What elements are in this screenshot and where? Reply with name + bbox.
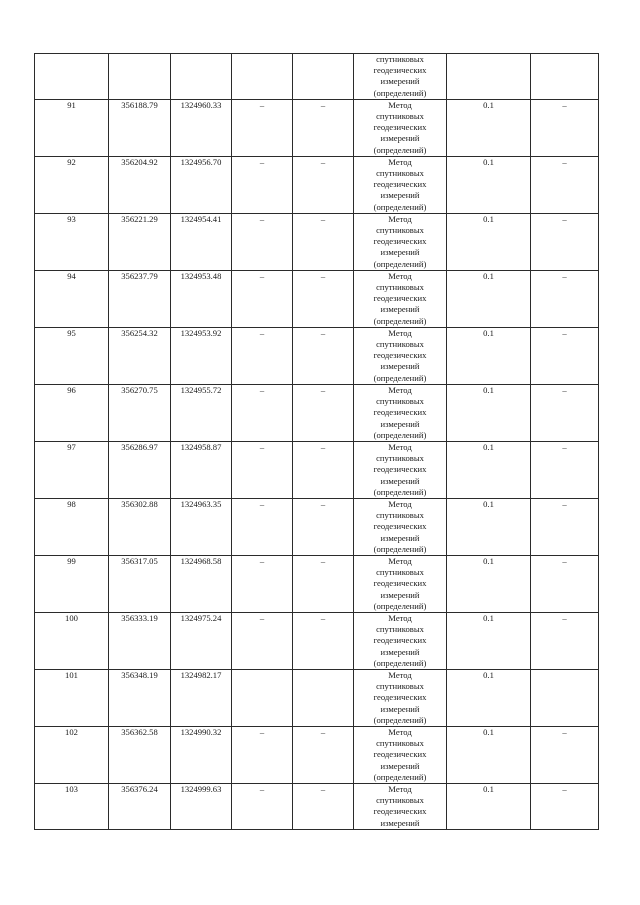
- method-line: (определений): [373, 771, 427, 782]
- cell-accuracy: 0.1: [447, 441, 531, 498]
- method-line: измерений: [380, 361, 420, 372]
- cell-col8: –: [531, 384, 599, 441]
- cell-accuracy: 0.1: [447, 270, 531, 327]
- cell-col4: –: [232, 612, 293, 669]
- method-line: Метод: [388, 384, 412, 395]
- cell-accuracy: [447, 54, 531, 100]
- cell-col8: –: [531, 784, 599, 830]
- cell-col4: –: [232, 213, 293, 270]
- cell-y: 1324953.92: [171, 327, 232, 384]
- cell-method: [354, 384, 447, 441]
- method-line: Метод: [388, 669, 412, 680]
- cell-x: 356302.88: [109, 498, 171, 555]
- cell-y: 1324975.24: [171, 612, 232, 669]
- table-row: [35, 441, 599, 498]
- method-line: геодезических: [373, 293, 427, 304]
- cell-col8: –: [531, 156, 599, 213]
- cell-col5: –: [293, 441, 354, 498]
- cell-x: [109, 54, 171, 100]
- method-line: Метод: [388, 270, 412, 281]
- cell-accuracy: 0.1: [447, 99, 531, 156]
- cell-col5: –: [293, 498, 354, 555]
- method-line: геодезических: [373, 65, 427, 76]
- method-line: Метод: [388, 498, 412, 509]
- cell-accuracy: 0.1: [447, 784, 531, 830]
- cell-col4: [232, 669, 293, 726]
- cell-y: 1324955.72: [171, 384, 232, 441]
- cell-y: 1324960.33: [171, 99, 232, 156]
- table-row: [35, 99, 599, 156]
- cell-col5: –: [293, 156, 354, 213]
- cell-col8: –: [531, 327, 599, 384]
- cell-y: 1324953.48: [171, 270, 232, 327]
- method-line: геодезических: [373, 464, 427, 475]
- cell-x: 356188.79: [109, 99, 171, 156]
- cell-point-number: 98: [35, 498, 109, 555]
- cell-method: [354, 270, 447, 327]
- method-line: измерений: [380, 817, 420, 828]
- method-line: спутниковых: [376, 54, 424, 64]
- cell-point-number: 91: [35, 99, 109, 156]
- cell-col8: –: [531, 270, 599, 327]
- table-row: [35, 784, 599, 830]
- method-line: Метод: [388, 555, 412, 566]
- method-line: измерений: [380, 589, 420, 600]
- method-line: спутниковых: [376, 339, 424, 350]
- method-line: спутниковых: [376, 453, 424, 464]
- cell-method: [354, 156, 447, 213]
- cell-method: [354, 669, 447, 726]
- cell-col5: –: [293, 99, 354, 156]
- cell-col8: –: [531, 498, 599, 555]
- cell-point-number: 96: [35, 384, 109, 441]
- cell-col4: –: [232, 270, 293, 327]
- cell-col8: [531, 669, 599, 726]
- cell-col5: [293, 54, 354, 100]
- cell-method: [354, 498, 447, 555]
- method-line: Метод: [388, 784, 412, 794]
- method-line: измерений: [380, 247, 420, 258]
- method-line: (определений): [373, 486, 427, 497]
- cell-point-number: 92: [35, 156, 109, 213]
- table-row: [35, 555, 599, 612]
- cell-col4: [232, 54, 293, 100]
- cell-y: 1324999.63: [171, 784, 232, 830]
- method-line: спутниковых: [376, 111, 424, 122]
- cell-method: [354, 441, 447, 498]
- cell-col4: –: [232, 784, 293, 830]
- method-line: геодезических: [373, 578, 427, 589]
- method-line: спутниковых: [376, 225, 424, 236]
- cell-col8: –: [531, 555, 599, 612]
- method-line: (определений): [373, 429, 427, 440]
- method-line: (определений): [373, 87, 427, 98]
- cell-col8: –: [531, 441, 599, 498]
- method-line: геодезических: [373, 806, 427, 817]
- table-row: [35, 498, 599, 555]
- table-row-continuation: [35, 54, 599, 100]
- cell-accuracy: 0.1: [447, 384, 531, 441]
- method-line: спутниковых: [376, 795, 424, 806]
- cell-y: 1324982.17: [171, 669, 232, 726]
- cell-accuracy: 0.1: [447, 555, 531, 612]
- method-line: Метод: [388, 99, 412, 110]
- cell-col5: –: [293, 213, 354, 270]
- method-line: (определений): [373, 201, 427, 212]
- cell-col5: –: [293, 270, 354, 327]
- cell-y: 1324990.32: [171, 726, 232, 783]
- cell-point-number: 102: [35, 726, 109, 783]
- cell-point-number: 95: [35, 327, 109, 384]
- cell-x: 356348.19: [109, 669, 171, 726]
- cell-col4: –: [232, 384, 293, 441]
- cell-point-number: 97: [35, 441, 109, 498]
- method-line: Метод: [388, 726, 412, 737]
- cell-col4: –: [232, 327, 293, 384]
- table-row: [35, 327, 599, 384]
- cell-x: 356317.05: [109, 555, 171, 612]
- method-line: измерений: [380, 760, 420, 771]
- method-line: (определений): [373, 543, 427, 554]
- method-line: Метод: [388, 612, 412, 623]
- cell-col8: –: [531, 726, 599, 783]
- method-line: измерений: [380, 475, 420, 486]
- cell-x: 356237.79: [109, 270, 171, 327]
- cell-point-number: 94: [35, 270, 109, 327]
- cell-x: 356362.58: [109, 726, 171, 783]
- cell-method: [354, 784, 447, 830]
- method-line: (определений): [373, 600, 427, 611]
- cell-y: 1324956.70: [171, 156, 232, 213]
- method-line: измерений: [380, 703, 420, 714]
- cell-y: [171, 54, 232, 100]
- cell-col8: [531, 54, 599, 100]
- cell-x: 356376.24: [109, 784, 171, 830]
- method-line: спутниковых: [376, 168, 424, 179]
- cell-x: 356221.29: [109, 213, 171, 270]
- method-line: (определений): [373, 144, 427, 155]
- cell-col5: –: [293, 327, 354, 384]
- method-line: измерений: [380, 190, 420, 201]
- table-row: [35, 384, 599, 441]
- cell-col4: –: [232, 156, 293, 213]
- method-line: геодезических: [373, 407, 427, 418]
- method-line: измерений: [380, 418, 420, 429]
- method-line: спутниковых: [376, 282, 424, 293]
- cell-point-number: 101: [35, 669, 109, 726]
- cell-point-number: 100: [35, 612, 109, 669]
- cell-point-number: 99: [35, 555, 109, 612]
- method-line: измерений: [380, 646, 420, 657]
- cell-col5: –: [293, 784, 354, 830]
- cell-point-number: 103: [35, 784, 109, 830]
- cell-x: 356270.75: [109, 384, 171, 441]
- cell-x: 356333.19: [109, 612, 171, 669]
- cell-x: 356204.92: [109, 156, 171, 213]
- cell-accuracy: 0.1: [447, 726, 531, 783]
- cell-method: [354, 54, 447, 100]
- cell-accuracy: 0.1: [447, 612, 531, 669]
- cell-accuracy: 0.1: [447, 213, 531, 270]
- method-line: измерений: [380, 532, 420, 543]
- cell-col8: –: [531, 612, 599, 669]
- cell-x: 356254.32: [109, 327, 171, 384]
- method-line: геодезических: [373, 179, 427, 190]
- cell-accuracy: 0.1: [447, 498, 531, 555]
- cell-col4: –: [232, 555, 293, 612]
- method-line: спутниковых: [376, 624, 424, 635]
- cell-col5: [293, 669, 354, 726]
- cell-y: 1324954.41: [171, 213, 232, 270]
- table-row: [35, 213, 599, 270]
- method-line: (определений): [373, 372, 427, 383]
- method-line: спутниковых: [376, 510, 424, 521]
- cell-accuracy: 0.1: [447, 669, 531, 726]
- method-line: геодезических: [373, 236, 427, 247]
- cell-y: 1324963.35: [171, 498, 232, 555]
- cell-col4: –: [232, 498, 293, 555]
- cell-method: [354, 612, 447, 669]
- cell-point-number: 93: [35, 213, 109, 270]
- cell-point-number: [35, 54, 109, 100]
- method-line: Метод: [388, 156, 412, 167]
- cell-accuracy: 0.1: [447, 156, 531, 213]
- cell-method: [354, 213, 447, 270]
- method-line: геодезических: [373, 692, 427, 703]
- cell-x: 356286.97: [109, 441, 171, 498]
- cell-accuracy: 0.1: [447, 327, 531, 384]
- method-line: спутниковых: [376, 567, 424, 578]
- coordinates-table: [34, 53, 599, 830]
- method-line: измерений: [380, 304, 420, 315]
- method-line: Метод: [388, 213, 412, 224]
- table-row: [35, 726, 599, 783]
- method-line: (определений): [373, 315, 427, 326]
- method-line: (определений): [373, 258, 427, 269]
- method-line: (определений): [373, 714, 427, 725]
- cell-col5: –: [293, 726, 354, 783]
- table-row: [35, 612, 599, 669]
- table-row: [35, 270, 599, 327]
- method-line: (определений): [373, 657, 427, 668]
- method-line: геодезических: [373, 749, 427, 760]
- method-line: Метод: [388, 441, 412, 452]
- cell-method: [354, 327, 447, 384]
- table-row: [35, 669, 599, 726]
- cell-col4: –: [232, 441, 293, 498]
- method-line: Метод: [388, 327, 412, 338]
- cell-method: [354, 99, 447, 156]
- method-line: измерений: [380, 76, 420, 87]
- method-line: спутниковых: [376, 681, 424, 692]
- cell-col5: –: [293, 384, 354, 441]
- cell-col4: –: [232, 99, 293, 156]
- cell-col5: –: [293, 555, 354, 612]
- cell-method: [354, 555, 447, 612]
- cell-y: 1324968.58: [171, 555, 232, 612]
- table-row: [35, 156, 599, 213]
- method-line: геодезических: [373, 521, 427, 532]
- method-line: спутниковых: [376, 396, 424, 407]
- cell-y: 1324958.87: [171, 441, 232, 498]
- cell-col8: –: [531, 213, 599, 270]
- cell-method: [354, 726, 447, 783]
- table-body: [35, 54, 599, 830]
- method-line: геодезических: [373, 350, 427, 361]
- cell-col5: –: [293, 612, 354, 669]
- cell-col4: –: [232, 726, 293, 783]
- cell-col8: –: [531, 99, 599, 156]
- method-line: геодезических: [373, 122, 427, 133]
- method-line: геодезических: [373, 635, 427, 646]
- method-line: измерений: [380, 133, 420, 144]
- method-line: спутниковых: [376, 738, 424, 749]
